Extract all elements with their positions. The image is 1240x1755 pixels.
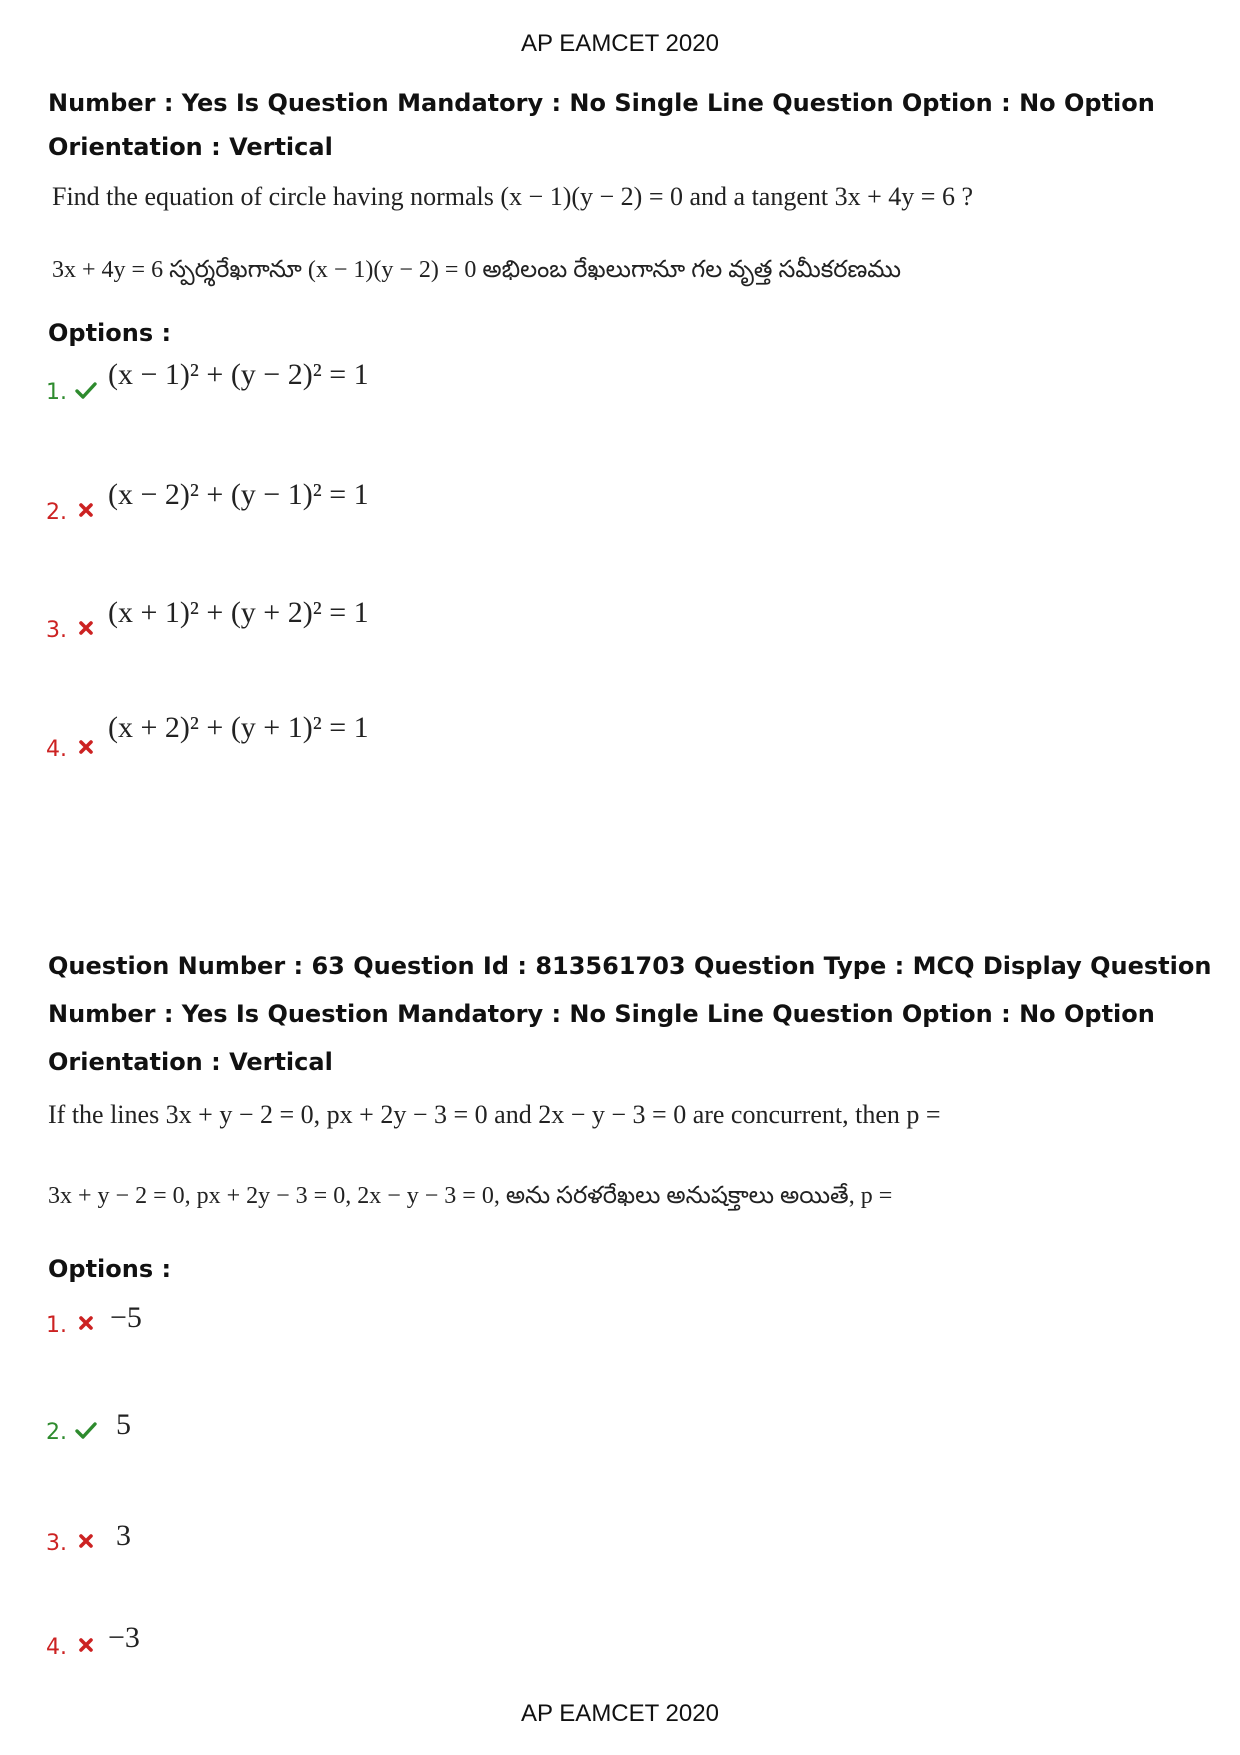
cross-icon [78, 502, 94, 522]
option-number: 2. [46, 1420, 67, 1445]
question-text-telugu: 3x + y − 2 = 0, px + 2y − 3 = 0, 2x − y − 3 = 0, అను సరళరేఖలు అనుషక్తాలు అయితే, p = [48, 1183, 893, 1209]
option-expression: 5 [116, 1408, 131, 1441]
cross-icon [78, 739, 94, 759]
options-label: Options : [48, 1255, 172, 1283]
option-expression: 3 [116, 1519, 131, 1552]
option-expression: (x − 1)² + (y − 2)² = 1 [108, 358, 369, 391]
option-expression: (x + 2)² + (y + 1)² = 1 [108, 711, 369, 744]
option-number: 4. [46, 737, 67, 762]
page-header: AP EAMCET 2020 [521, 30, 719, 57]
option-expression: −3 [108, 1621, 140, 1654]
option-expression: (x − 2)² + (y − 1)² = 1 [108, 478, 369, 511]
option-expression: −5 [110, 1301, 142, 1334]
cross-icon [78, 1533, 94, 1553]
cross-icon [78, 1637, 94, 1657]
cross-icon [78, 1315, 94, 1335]
question-meta-line: Orientation : Vertical [48, 1048, 333, 1076]
check-icon [74, 1418, 98, 1446]
question-text-english: If the lines 3x + y − 2 = 0, px + 2y − 3 = 0 and 2x − y − 3 = 0 are concurrent, then p = [48, 1100, 941, 1129]
page-footer: AP EAMCET 2020 [521, 1700, 719, 1727]
check-icon [74, 378, 98, 406]
option-number: 4. [46, 1635, 67, 1660]
question-meta-line: Orientation : Vertical [48, 133, 333, 161]
cross-icon [78, 620, 94, 640]
question-meta-line: Question Number : 63 Question Id : 813561703 Question Type : MCQ Display Question [48, 952, 1212, 980]
option-number: 2. [46, 500, 67, 525]
option-expression: (x + 1)² + (y + 2)² = 1 [108, 596, 369, 629]
option-number: 3. [46, 1531, 67, 1556]
options-label: Options : [48, 319, 172, 347]
question-meta-line: Number : Yes Is Question Mandatory : No Single Line Question Option : No Option [48, 1000, 1155, 1028]
option-number: 1. [46, 1313, 67, 1338]
question-text-telugu: 3x + 4y = 6 స్పర్శరేఖగానూ (x − 1)(y − 2) = 0 అభిలంబ రేఖలుగానూ గల వృత్త సమీకరణము [52, 257, 901, 283]
question-meta-line: Number : Yes Is Question Mandatory : No Single Line Question Option : No Option [48, 89, 1155, 117]
question-text-english: Find the equation of circle having normals (x − 1)(y − 2) = 0 and a tangent 3x + 4y = 6 ? [52, 182, 973, 211]
option-number: 3. [46, 618, 67, 643]
option-number: 1. [46, 380, 67, 405]
